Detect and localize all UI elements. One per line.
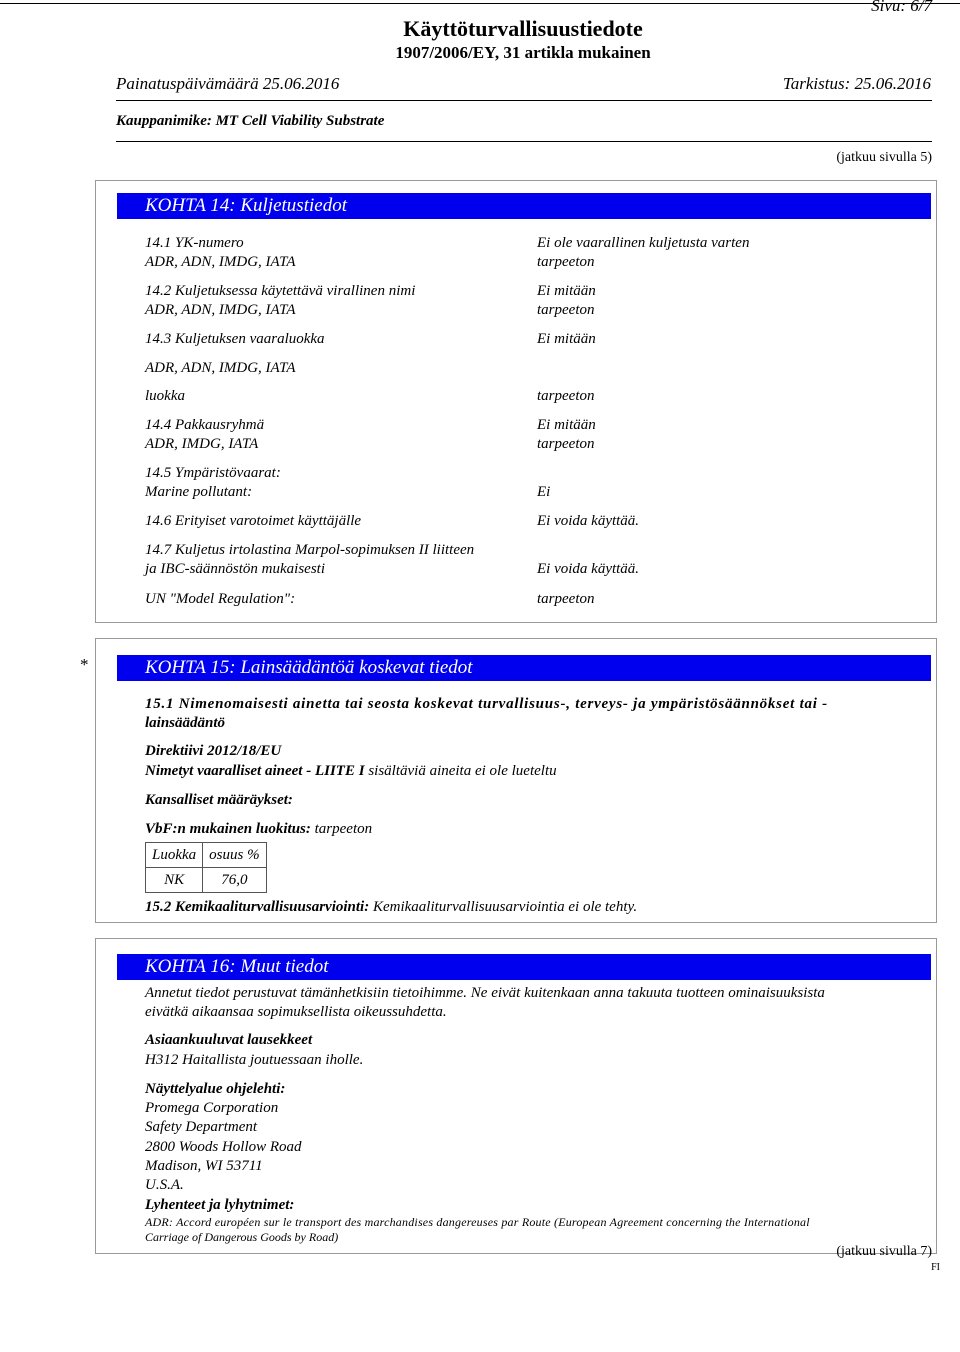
named-substances: [145, 763, 557, 780]
doc-subtitle: 1907/2006/EY, 31 artikla mukainen: [395, 43, 651, 62]
regulations-text-line2: lainsäädäntö: [145, 715, 226, 731]
top-rule: [0, 3, 960, 4]
vbf-class-table: [145, 842, 267, 893]
special-precautions-value: Ei voida käyttää.: [537, 513, 640, 529]
product-name: Kauppanimike: MT Cell Viability Substrate: [116, 113, 385, 129]
revision-date: Tarkistus: 25.06.2016: [782, 74, 931, 93]
packing-group-label: 14.4 Pakkausryhmä: [145, 417, 265, 433]
special-precautions-label: 14.6 Erityiset varotoimet käyttäjälle: [145, 513, 362, 529]
hazard-class-sub: ADR, ADN, IMDG, IATA: [145, 360, 296, 376]
h-phrase: H312 Haitallista joutuessaan iholle.: [145, 1052, 364, 1068]
section-14-heading: KOHTA 14: Kuljetustiedot: [117, 193, 931, 219]
issuer-line: Promega Corporation: [145, 1100, 279, 1116]
table-cell: 76,0: [203, 868, 266, 893]
hazard-class-class-value: tarpeeton: [537, 388, 595, 404]
directive-heading: Direktiivi 2012/18/EU: [145, 743, 282, 759]
csa-label: 15.2 Kemikaaliturvallisuusarviointi:: [145, 899, 370, 915]
bulk-transport-label-2: ja IBC-säännöstön mukaisesti: [145, 561, 325, 577]
section-16-heading: KOHTA 16: Muut tiedot: [117, 954, 931, 980]
shipping-name-label: 14.2 Kuljetuksessa käytettävä virallinen nimi: [145, 283, 416, 299]
print-date: Painatuspäivämäärä 25.06.2016: [116, 74, 340, 93]
change-marker: *: [80, 655, 89, 674]
shipping-name-value: Ei mitään: [537, 283, 596, 299]
model-regulation-value: tarpeeton: [537, 591, 595, 607]
header-rule: [116, 100, 932, 101]
csa-value: Kemikaaliturvallisuusarviointia ei ole tehty.: [369, 899, 638, 915]
issuer-line: U.S.A.: [145, 1177, 184, 1193]
disclaimer-line1: Annetut tiedot perustuvat tämänhetkisiin tietoihimme. Ne eivät kuitenkaan anna takuuta tuotteen ominaisuuksista: [145, 985, 825, 1001]
env-hazards-label: 14.5 Ympäristövaarat:: [145, 465, 281, 481]
un-number-subvalue: tarpeeton: [537, 254, 595, 270]
bulk-transport-label-1: 14.7 Kuljetus irtolastina Marpol-sopimuksen II liitteen: [145, 542, 475, 558]
phrases-heading: Asiaankuuluvat lausekkeet: [145, 1032, 313, 1048]
table-cell: NK: [146, 868, 203, 893]
continued-from: (jatkuu sivulla 5): [836, 150, 932, 165]
abbreviation-adr-line1: ADR: Accord européen sur le transport des marchandises dangereuses par Route (European Agreement concerning the International: [145, 1215, 810, 1229]
named-substances-label: Nimetyt vaaralliset aineet - LIITE I: [145, 763, 365, 779]
table-header-row: [146, 843, 267, 868]
shipping-name-subvalue: tarpeeton: [537, 302, 595, 318]
vbf-classification: [145, 821, 372, 838]
abbreviation-adr-line2: Carriage of Dangerous Goods by Road): [145, 1230, 339, 1244]
product-rule: [116, 141, 932, 142]
packing-group-value: Ei mitään: [537, 417, 596, 433]
doc-title: Käyttöturvallisuustiedote: [403, 16, 643, 41]
language-code: FI: [931, 1262, 940, 1273]
packing-group-sub: ADR, IMDG, IATA: [145, 436, 259, 452]
section-15-heading: KOHTA 15: Lainsäädäntöä koskevat tiedot: [117, 655, 931, 681]
un-number-value: Ei ole vaarallinen kuljetusta varten: [537, 235, 750, 251]
hazard-class-class-label: luokka: [145, 388, 185, 404]
packing-group-subvalue: tarpeeton: [537, 436, 595, 452]
table-header-cell: Luokka: [146, 843, 203, 868]
issuer-line: 2800 Woods Hollow Road: [145, 1139, 302, 1155]
bulk-transport-value: Ei voida käyttää.: [537, 561, 640, 577]
un-number-label: 14.1 YK-numero: [145, 235, 244, 251]
un-number-sub: ADR, ADN, IMDG, IATA: [145, 254, 296, 270]
national-regulations-heading: Kansalliset määräykset:: [145, 792, 293, 808]
continued-to: (jatkuu sivulla 7): [836, 1244, 932, 1259]
issuer-line: Safety Department: [145, 1119, 258, 1135]
table-row: [146, 868, 267, 893]
abbreviations-heading: Lyhenteet ja lyhytnimet:: [145, 1197, 295, 1213]
issuer-heading: Näyttelyalue ohjelehti:: [145, 1081, 286, 1097]
chemical-safety-assessment: [145, 899, 637, 916]
model-regulation-label: UN "Model Regulation":: [145, 591, 296, 607]
hazard-class-value: Ei mitään: [537, 331, 596, 347]
named-substances-value: sisältäviä aineita ei ole lueteltu: [364, 763, 557, 779]
issuer-line: Madison, WI 53711: [145, 1158, 263, 1174]
table-header-cell: osuus %: [203, 843, 266, 868]
vbf-value: tarpeeton: [310, 821, 373, 837]
marine-pollutant-value: Ei: [537, 484, 551, 500]
page-number: Sivu: 6/7: [871, 0, 932, 15]
shipping-name-sub: ADR, ADN, IMDG, IATA: [145, 302, 296, 318]
marine-pollutant-label: Marine pollutant:: [145, 484, 253, 500]
vbf-label: VbF:n mukainen luokitus:: [145, 821, 311, 837]
disclaimer-line2: eivätkä aikaansaa sopimuksellista oikeussuhdetta.: [145, 1004, 447, 1020]
regulations-text-line1: 15.1 Nimenomaisesti ainetta tai seosta koskevat turvallisuus-, terveys- ja ympäristösäännökset tai -: [145, 696, 828, 712]
hazard-class-label: 14.3 Kuljetuksen vaaraluokka: [145, 331, 325, 347]
